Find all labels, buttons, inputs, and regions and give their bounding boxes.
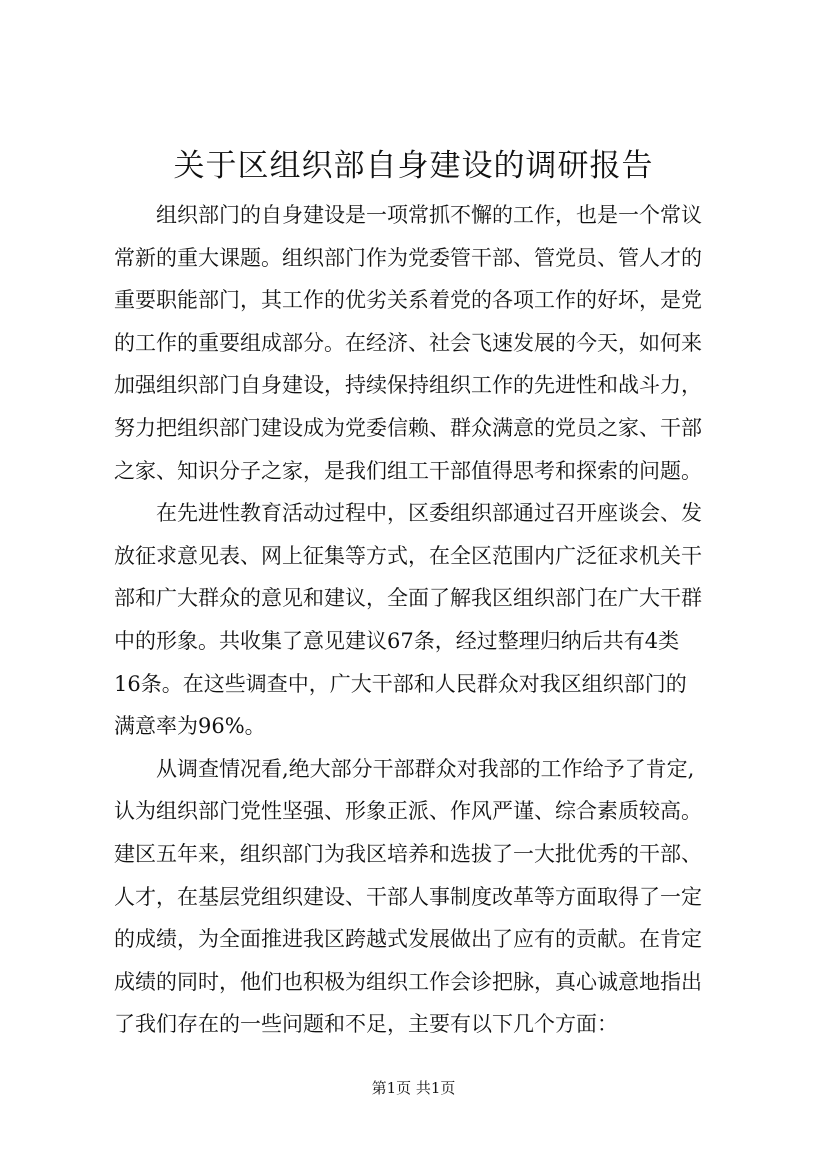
- text-line: 常新的重大课题。组织部门作为党委管干部、管党员、管人才的: [114, 245, 702, 270]
- text-line: 认为组织部门党性坚强、形象正派、作风严谨、综合素质较高。: [114, 799, 702, 824]
- text-line: 部和广大群众的意见和建议，全面了解我区组织部门在广大干群: [114, 586, 702, 611]
- document-body: [114, 194, 739, 1046]
- page-footer: 第1页 共1页: [371, 1079, 456, 1097]
- text-line: 中的形象。共收集了意见建议67条，经过整理归纳后共有4类: [114, 628, 680, 653]
- text-line: 重要职能部门，其工作的优劣关系着党的各项工作的好坏，是党: [114, 288, 702, 313]
- paragraph-3: [114, 748, 739, 1046]
- paragraph-2: [114, 492, 739, 748]
- paragraph-1: [114, 194, 739, 492]
- text-line: 的成绩，为全面推进我区跨越式发展做出了应有的贡献。在肯定: [114, 927, 702, 952]
- text-line: 的工作的重要组成部分。在经济、社会飞速发展的今天，如何来: [114, 330, 702, 355]
- text-line: 努力把组织部门建设成为党委信赖、群众满意的党员之家、干部: [114, 415, 702, 440]
- text-line: 放征求意见表、网上征集等方式，在全区范围内广泛征求机关干: [114, 543, 702, 568]
- text-line: 人才，在基层党组织建设、干部人事制度改革等方面取得了一定: [114, 884, 702, 909]
- text-line: 组织部门的自身建设是一项常抓不懈的工作，也是一个常议: [156, 203, 702, 227]
- document-title: 关于区组织部自身建设的调研报告: [173, 148, 654, 184]
- text-line: 从调查情况看,绝大部分干部群众对我部的工作给予了肯定,: [156, 756, 695, 781]
- text-line: 满意率为96%。: [114, 714, 266, 739]
- text-line: 在先进性教育活动过程中，区委组织部通过召开座谈会、发: [156, 501, 702, 526]
- text-line: 之家、知识分子之家，是我们组工干部值得思考和探索的问题。: [114, 458, 702, 483]
- text-line: 成绩的同时，他们也积极为组织工作会诊把脉，真心诚意地指出: [114, 969, 702, 994]
- text-line: 了我们存在的一些问题和不足，主要有以下几个方面：: [114, 1012, 618, 1037]
- text-line: 16条。在这些调查中，广大干部和人民群众对我区组织部门的: [114, 671, 687, 696]
- text-line: 加强组织部门自身建设，持续保持组织工作的先进性和战斗力，: [114, 373, 702, 398]
- text-line: 建区五年来，组织部门为我区培养和选拔了一大批优秀的干部、: [114, 841, 702, 866]
